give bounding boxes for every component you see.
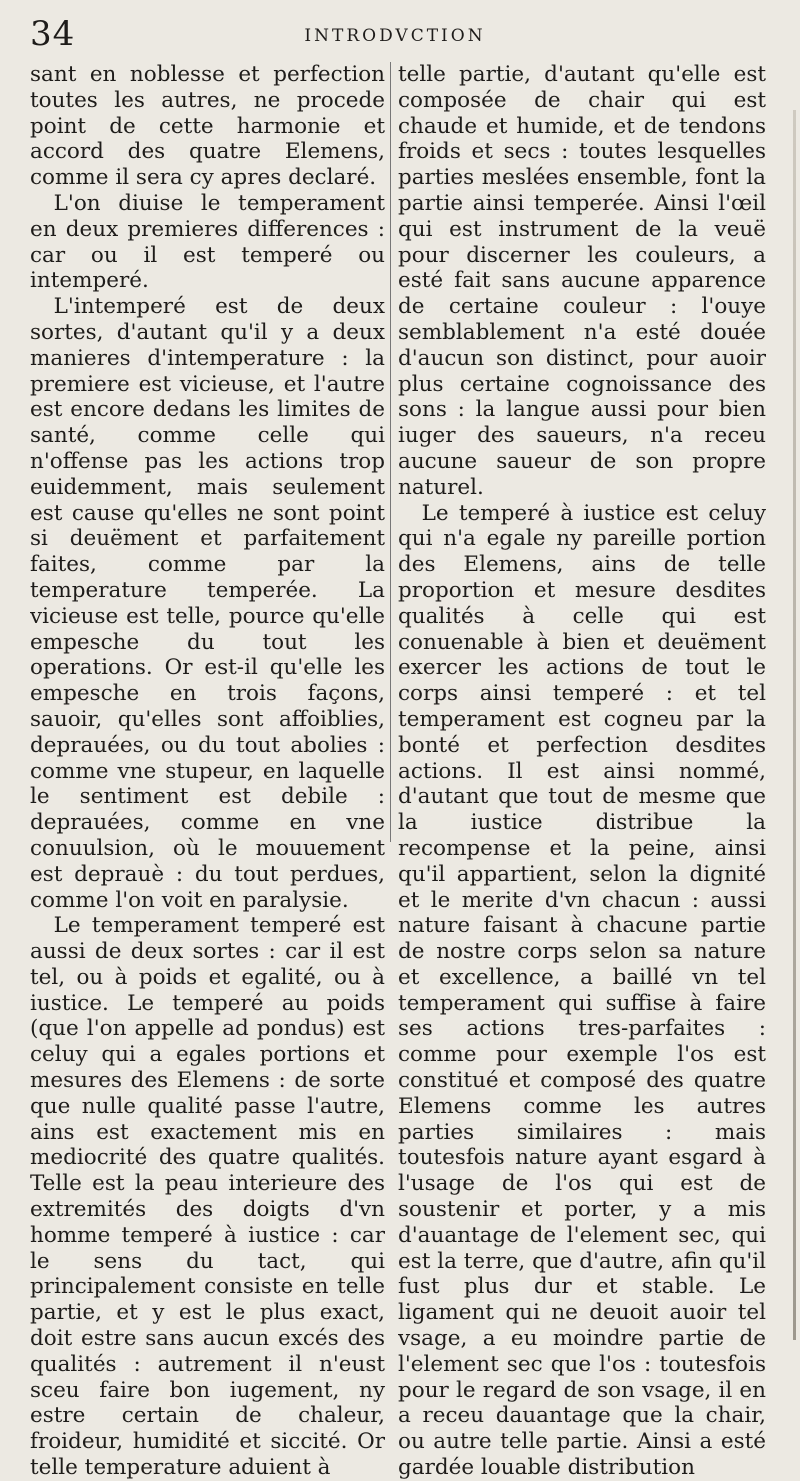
paragraph: L'on diuise le temperament en deux premieres differences : car ou il est temperé ou intemperé. <box>30 190 385 294</box>
paragraph: telle partie, d'autant qu'elle est composée de chair qui est chaude et humide, et de tendons froids et secs : toutes lesquelles parties meslées ensemble, font la partie ainsi temperée. Ainsi l'œil qui est instrument de la veuë pour discerner les couleurs, a esté fait sans aucune apparence de certaine couleur : l'ouye semblablement n'a esté douée d'aucun son distinct, pour auoir plus certaine cognoissance des sons : la langue aussi pour bien iuger des saueurs, n'a receu aucune saueur de son propre naturel. <box>398 62 766 500</box>
paragraph: L'intemperé est de deux sortes, d'autant qu'il y a deux manieres d'intemperature : la premiere est vicieuse, et l'autre est encore dedans les limites de santé, comme celle qui n'offense pas les actions trop euidemment, mais seulement est cause qu'elles ne sont point si deuëment et parfaitement faites, comme par la temperature temperée. La vicieuse est telle, pource qu'elle empesche du tout les operations. Or est-il qu'elle les empesche en trois façons, sauoir, qu'elles sont affoiblies, deprauées, ou du tout abolies : comme vne stupeur, en laquelle le sentiment est debile : deprauées, comme en vne conuulsion, où le mouuement est deprauè : du tout perdues, comme l'on voit en paralysie. <box>30 294 385 913</box>
page-edge-shadow <box>793 110 796 1340</box>
right-column <box>398 62 766 1481</box>
running-title: INTRODVCTION <box>304 26 486 46</box>
left-column <box>30 62 385 1481</box>
page-number: 34 <box>30 14 76 54</box>
column-divider <box>390 62 391 842</box>
paragraph: Le temperament temperé est aussi de deux sortes : car il est tel, ou à poids et egalité, ou à iustice. Le temperé au poids (que l'on appelle ad pondus) est celuy qui a egales portions et mesures des Elemens : de sorte que nulle qualité passe l'autre, ains est exactement mis en mediocrité des quatre qualités. Telle est la peau interieure des extremités des doigts d'vn homme temperé à iustice : car le sens du tact, qui principalement consiste en telle partie, et y est le plus exact, doit estre sans aucun excés des qualités : autrement il n'eust sceu faire bon iugement, ny estre certain de chaleur, froideur, humidité et siccité. Or telle temperature aduient à <box>30 913 385 1481</box>
paragraph: sant en noblesse et perfection toutes les autres, ne procede point de cette harmonie et accord des quatre Elemens, comme il sera cy apres declaré. <box>30 62 385 191</box>
paragraph: Le temperé à iustice est celuy qui n'a egale ny pareille portion des Elemens, ains de telle proportion et mesure desdites qualités à celle qui est conuenable à bien et deuëment exercer les actions de tout le corps ainsi temperé : et tel temperament est cogneu par la bonté et perfection desdites actions. Il est ainsi nommé, d'autant que tout de mesme que la iustice distribue la recompense et la peine, ainsi qu'il appartient, selon la dignité et le merite d'vn chacun : aussi nature faisant à chacune partie de nostre corps selon sa nature et excellence, a baillé vn tel temperament qui suffise à faire ses actions tres-parfaites : comme pour exemple l'os est constitué et composé des quatre Elemens comme les autres parties similaires : mais toutesfois nature ayant esgard à l'usage de l'os qui est de soustenir et porter, y a mis d'auantage de l'element sec, qui est la terre, que d'autre, afin qu'il fust plus dur et stable. Le ligament qui ne deuoit auoir tel vsage, a eu moindre partie de l'element sec que l'os : toutesfois pour le regard de son vsage, il en a receu dauantage que la chair, ou autre telle partie. Ainsi a esté gardée louable distribution <box>398 500 766 1481</box>
page-header <box>30 14 760 54</box>
